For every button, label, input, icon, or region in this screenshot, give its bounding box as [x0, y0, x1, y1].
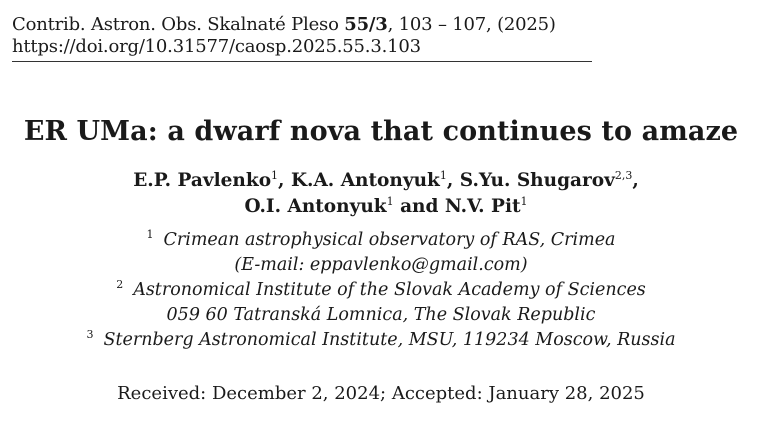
affiliation-number: 1	[146, 228, 154, 241]
journal-header	[12, 14, 592, 58]
paper-title: ER UMa: a dwarf nova that continues to amaze	[23, 116, 739, 147]
affiliation-1-email: (E-mail: eppavlenko@gmail.com)	[234, 255, 528, 275]
affiliation-list	[0, 228, 762, 353]
journal-pages-year: , 103 – 107, (2025)	[387, 14, 556, 35]
journal-citation	[12, 14, 592, 36]
affiliation-1	[0, 228, 762, 253]
author-separator: ,	[446, 170, 460, 191]
affiliation-text: Sternberg Astronomical Institute, MSU, 119234 Moscow, Russia	[103, 330, 676, 350]
affiliation-2-address: 059 60 Tatranská Lomnica, The Slovak Republic	[166, 305, 596, 325]
author-affil-sup: 1	[271, 169, 279, 182]
author-separator: ,	[632, 170, 639, 191]
affiliation-number: 2	[116, 278, 124, 291]
author-affil-sup: 1	[439, 169, 447, 182]
journal-name: Contrib. Astron. Obs. Skalnaté Pleso	[12, 14, 339, 35]
author-line-2	[0, 194, 762, 220]
author-affil-sup: 1	[386, 195, 394, 208]
author-name: E.P. Pavlenko	[133, 170, 272, 191]
received-accepted-dates: Received: December 2, 2024; Accepted: January 28, 2025	[117, 383, 645, 404]
affiliation-number: 3	[86, 328, 94, 341]
author-name: N.V. Pit	[444, 196, 521, 217]
author-affil-sup: 1	[520, 195, 528, 208]
author-name: K.A. Antonyuk	[290, 170, 440, 191]
affiliation-3	[0, 328, 762, 353]
author-separator: and	[393, 196, 445, 217]
affiliation-text: Crimean astrophysical observatory of RAS, Crimea	[163, 230, 616, 250]
author-affil-sup: 2,3	[614, 169, 633, 182]
author-list	[0, 168, 762, 220]
author-name: O.I. Antonyuk	[244, 196, 387, 217]
journal-volume: 55/3	[344, 14, 388, 35]
doi-link[interactable]: https://doi.org/10.31577/caosp.2025.55.3.103	[12, 36, 421, 57]
affiliation-text: Astronomical Institute of the Slovak Academy of Sciences	[133, 280, 646, 300]
affiliation-2	[0, 278, 762, 303]
author-name: S.Yu. Shugarov	[459, 170, 615, 191]
author-separator: ,	[278, 170, 291, 191]
header-rule	[12, 61, 592, 62]
author-line-1	[0, 168, 762, 194]
